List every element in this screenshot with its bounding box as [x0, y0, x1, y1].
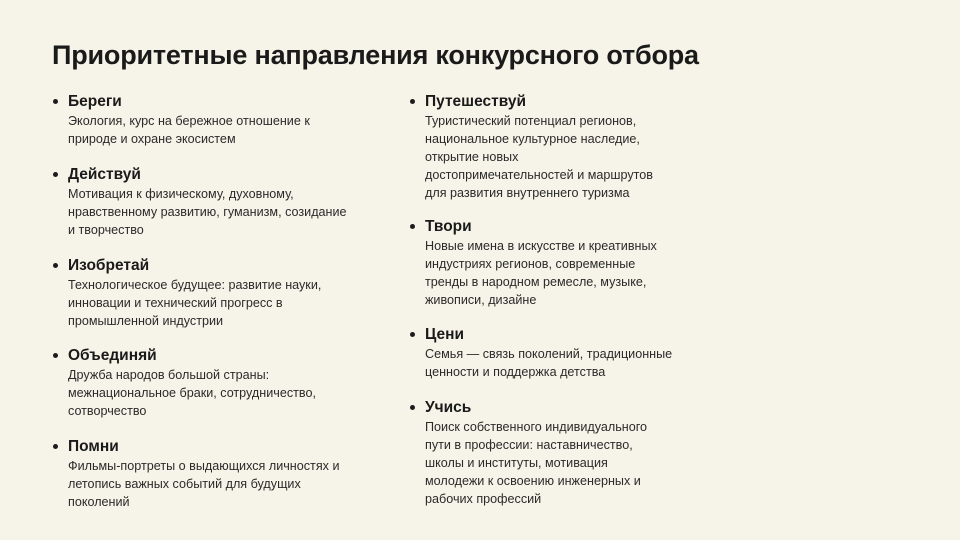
bullet-icon	[410, 224, 415, 229]
list-item-pomni	[52, 438, 339, 511]
item-title: Изобретай	[68, 257, 150, 274]
list-item-tseni	[409, 326, 672, 381]
item-title: Помни	[68, 438, 119, 455]
bullet-icon	[53, 444, 58, 449]
item-description: Дружба народов большой страны: межнациональное браки, сотрудничество, сотворчество	[68, 368, 316, 418]
item-description: Поиск собственного индивидуального пути в профессии: наставничество, школы и институты, мотивация молодежи к освоению инженерных и рабочих профессий	[425, 420, 648, 506]
item-title: Действуй	[68, 166, 141, 183]
item-title: Цени	[425, 326, 465, 343]
item-title: Учись	[425, 399, 472, 416]
list-item-izobretay	[52, 257, 321, 330]
bullet-icon	[53, 353, 58, 358]
list-item-tvori	[409, 218, 657, 309]
list-item-beregi	[52, 93, 310, 148]
item-description: Экология, курс на бережное отношение к природе и охране экосистем	[68, 114, 310, 146]
bullet-icon	[53, 99, 58, 104]
list-item-deystvuy	[52, 166, 347, 239]
item-description: Технологическое будущее: развитие науки, инновации и технический прогресс в промышленной индустрии	[68, 278, 322, 328]
item-title: Береги	[68, 93, 122, 110]
bullet-icon	[53, 263, 58, 268]
item-description: Семья — связь поколений, традиционные ценности и поддержка детства	[425, 347, 673, 379]
page-title: Приоритетные направления конкурсного отбора	[52, 40, 699, 70]
bullet-icon	[410, 332, 415, 337]
bullet-icon	[410, 99, 415, 104]
item-title: Путешествуй	[425, 93, 526, 110]
item-description: Мотивация к физическому, духовному, нравственному развитию, гуманизм, созидание и творчество	[68, 187, 347, 237]
item-description: Фильмы-портреты о выдающихся личностях и летопись важных событий для будущих поколений	[68, 459, 340, 509]
item-description: Туристический потенциал регионов, национальное культурное наследие, открытие новых достопримечательностей и маршрутов для развития внутреннего туризма	[425, 114, 653, 200]
item-title: Объединяй	[68, 347, 157, 364]
bullet-icon	[53, 172, 58, 177]
item-description: Новые имена в искусстве и креативных индустриях регионов, современные тренды в народном ремесле, музыке, живописи, дизайне	[425, 239, 657, 307]
list-item-obedinyay	[52, 347, 316, 420]
list-item-puteshestvuy	[409, 93, 653, 202]
item-title: Твори	[425, 218, 472, 235]
list-item-uchis	[409, 399, 647, 508]
bullet-icon	[410, 405, 415, 410]
